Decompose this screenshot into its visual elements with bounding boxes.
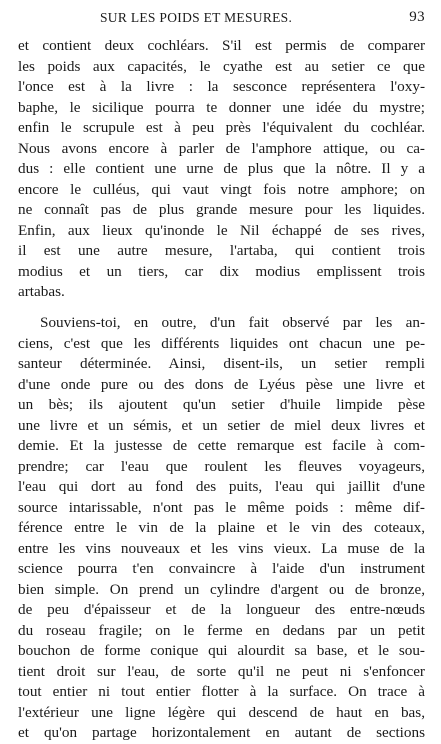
paragraph-1 <box>18 36 425 303</box>
text-line: de peu d'épaisseur et de la longueur des entre-nœuds <box>18 601 425 618</box>
page-number: 93 <box>409 9 425 25</box>
text-line: l'extérieur une ligne légère qui descend de haut en bas, <box>18 703 425 721</box>
text-line: Enfin, aux lieux qu'inonde le Nil échappé de ses rives, <box>18 221 425 239</box>
running-head <box>18 6 425 30</box>
text-line: baphe, le sicilique pourra te donner une idée du mystre; <box>18 98 425 116</box>
text-line: prendre; car l'eau que roulent les fleuves voyageurs, <box>18 457 425 475</box>
text-line: il est une autre mesure, l'artaba, qui contient trois <box>18 242 425 259</box>
text-line: un bès; ils ajoutent qu'un setier d'huile limpide pèse <box>18 396 425 413</box>
text-line: du roseau fragile; on le ferme en dedans par un petit <box>18 621 425 639</box>
text-line: enfin le scrupule est à peu près l'équivalent du cochléar. <box>18 119 425 136</box>
text-line: et qu'on partage horizontalement en autant de sections <box>18 724 425 741</box>
text-line: férence entre le vin de la plaine et le vin des coteaux, <box>18 519 425 536</box>
book-page <box>18 6 425 741</box>
text-line: entre les vins nouveaux et les vins vieux. La muse de la <box>18 539 425 557</box>
text-line: encore le culléus, qui vaut vingt fois notre amphore; on <box>18 180 425 198</box>
text-line: et contient deux cochléars. S'il est permis de comparer <box>18 37 425 54</box>
text-line: science pourra t'en convaincre à l'aide d'un instrument <box>18 560 425 577</box>
text-line: d'une onde pure ou des dons de Lyéus pèse une livre et <box>18 375 425 393</box>
text-line: source intarissable, n'ont pas le même poids : même dif- <box>18 498 425 516</box>
text-line: santeur déterminée. Ainsi, disent-ils, un setier rempli <box>18 355 425 372</box>
text-line: bien simple. On prend un cylindre d'argent ou de bronze, <box>18 580 425 598</box>
text-line: bouchon de forme conique qui alourdit sa base, et le sou- <box>18 642 425 659</box>
text-line: artabas. <box>18 283 65 300</box>
text-line: tient droit sur l'eau, de sorte qu'il ne peut ni s'enfoncer <box>18 662 425 680</box>
text-line: tout entier ni tout entier flotter à la surface. On trace à <box>18 683 425 700</box>
text-line: modius et un tiers, car dix modius emplissent trois <box>18 262 425 280</box>
text-line: l'once est à la livre : la sesconce représentera l'oxy- <box>18 78 425 95</box>
text-line: demie. Et la justesse de cette remarque est facile à com- <box>18 437 425 454</box>
text-line: l'eau qui dort au fond des puits, l'eau qui jaillit d'une <box>18 478 425 495</box>
text-line: Souviens-toi, en outre, d'un fait observé par les an- <box>40 314 425 331</box>
text-line: Nous avons encore à parler de l'amphore attique, ou ca- <box>18 139 425 157</box>
text-line: une livre et un sémis, et un setier de miel deux livres et <box>18 416 425 434</box>
text-line: ciens, c'est que les différents liquides ont chacun une pe- <box>18 334 425 352</box>
text-line: ne connaît pas de plus grande mesure pour les liquides. <box>18 201 425 218</box>
text-line: les poids aux capacités, le cyathe est au setier ce que <box>18 57 425 75</box>
running-title: SUR LES POIDS ET MESURES. <box>100 10 293 25</box>
text-line: dus : elle contient une urne de plus que la nôtre. Il y a <box>18 160 425 177</box>
paragraph-2 <box>18 313 425 744</box>
